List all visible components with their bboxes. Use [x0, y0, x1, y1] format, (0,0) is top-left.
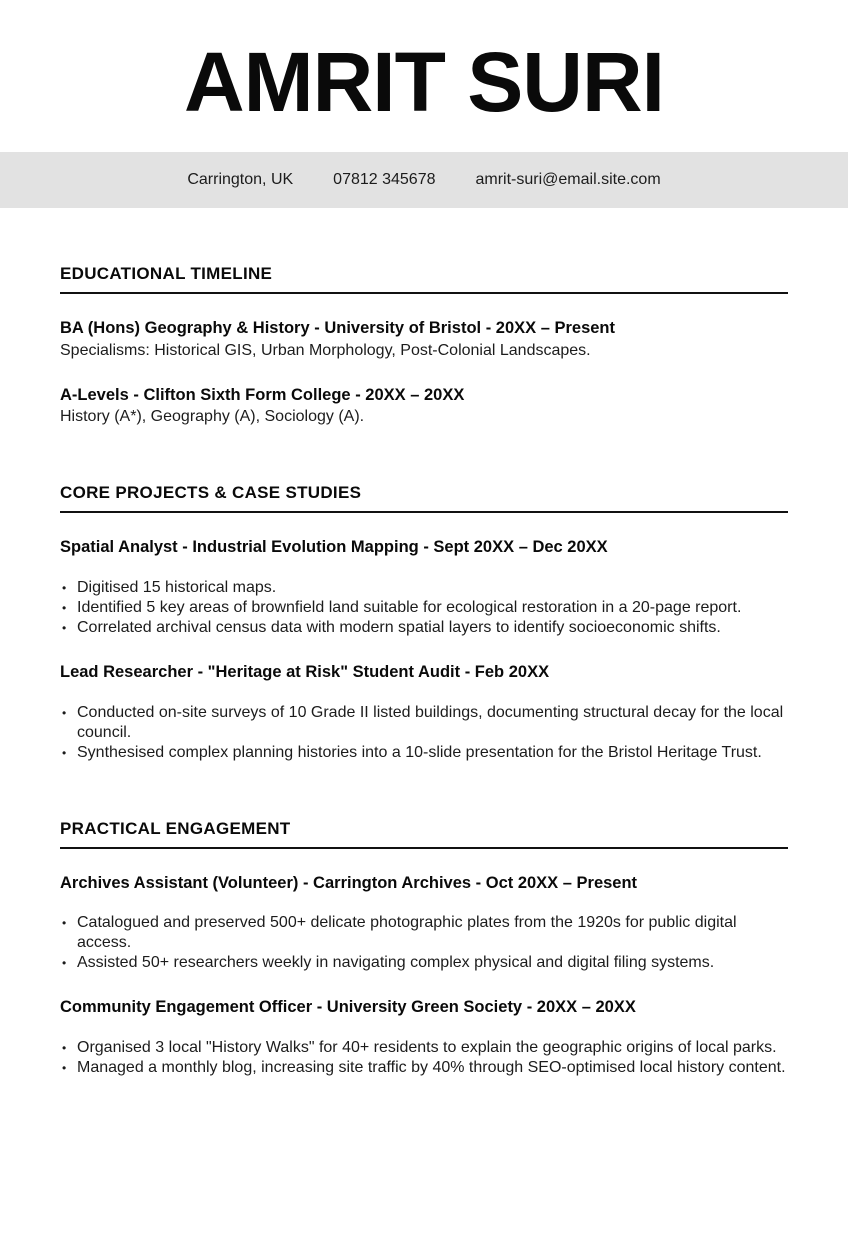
entry-heading: A-Levels - Clifton Sixth Form College - 20XX – 20XX	[60, 385, 465, 404]
bullet-item: • Catalogued and preserved 500+ delicate photographic plates from the 1920s for public digital access.	[60, 913, 788, 953]
entry-bullet-list	[60, 1038, 788, 1078]
bullet-item: • Managed a monthly blog, increasing site traffic by 40% through SEO-optimised local history content.	[60, 1058, 788, 1078]
contact-bar	[0, 152, 848, 208]
bullet-item: • Organised 3 local "History Walks" for 40+ residents to explain the geographic origins of local parks.	[60, 1038, 788, 1058]
entry-bullet-list	[60, 703, 788, 763]
entry-heading: Lead Researcher - "Heritage at Risk" Student Audit - Feb 20XX	[60, 662, 550, 681]
entry-heading: Spatial Analyst - Industrial Evolution Mapping - Sept 20XX – Dec 20XX	[60, 538, 608, 557]
resume-section	[60, 819, 788, 1078]
entry-bullet-list	[60, 578, 788, 638]
contact-location: Carrington, UK	[187, 171, 294, 188]
bullet-item: • Synthesised complex planning histories into a 10-slide presentation for the Bristol Heritage Trust.	[60, 743, 788, 763]
section-divider	[60, 292, 788, 294]
resume-entry	[60, 873, 788, 974]
section-divider	[60, 511, 788, 513]
resume-entry	[60, 997, 788, 1078]
section-entries	[60, 537, 788, 762]
bullet-item: • Digitised 15 historical maps.	[60, 578, 788, 598]
section-entries	[60, 873, 788, 1078]
candidate-name: AMRIT SURI	[184, 35, 664, 129]
bullet-item: • Assisted 50+ researchers weekly in navigating complex physical and digital filing systems.	[60, 953, 788, 973]
entry-heading: BA (Hons) Geography & History - University of Bristol - 20XX – Present	[60, 319, 616, 337]
entry-heading: Archives Assistant (Volunteer) - Carrington Archives - Oct 20XX – Present	[60, 873, 638, 892]
resume-entry	[60, 385, 788, 428]
resume-entry	[60, 318, 788, 361]
bullet-item: • Conducted on-site surveys of 10 Grade II listed buildings, documenting structural decay for the local council.	[60, 703, 788, 743]
contact-email: amrit-suri@email.site.com	[475, 171, 661, 188]
resume-section	[60, 483, 788, 762]
entry-bullet-list	[60, 913, 788, 973]
resume-body	[0, 264, 848, 1138]
bullet-item: • Identified 5 key areas of brownfield land suitable for ecological restoration in a 20-page report.	[60, 598, 788, 618]
section-divider	[60, 847, 788, 849]
entry-heading: Community Engagement Officer - University Green Society - 20XX – 20XX	[60, 998, 636, 1017]
section-title: CORE PROJECTS & CASE STUDIES	[60, 483, 362, 503]
entry-subtext: Specialisms: Historical GIS, Urban Morphology, Post-Colonial Landscapes.	[60, 341, 591, 359]
bullet-item: • Correlated archival census data with modern spatial layers to identify socioeconomic shifts.	[60, 618, 788, 638]
section-entries	[60, 318, 788, 427]
resume-entry	[60, 662, 788, 763]
section-title: EDUCATIONAL TIMELINE	[60, 264, 273, 283]
resume-header	[0, 35, 848, 129]
resume-section	[60, 264, 788, 427]
entry-subtext: History (A*), Geography (A), Sociology (A).	[60, 408, 365, 426]
contact-phone: 07812 345678	[333, 171, 436, 188]
section-title: PRACTICAL ENGAGEMENT	[60, 818, 291, 838]
resume-entry	[60, 537, 788, 638]
